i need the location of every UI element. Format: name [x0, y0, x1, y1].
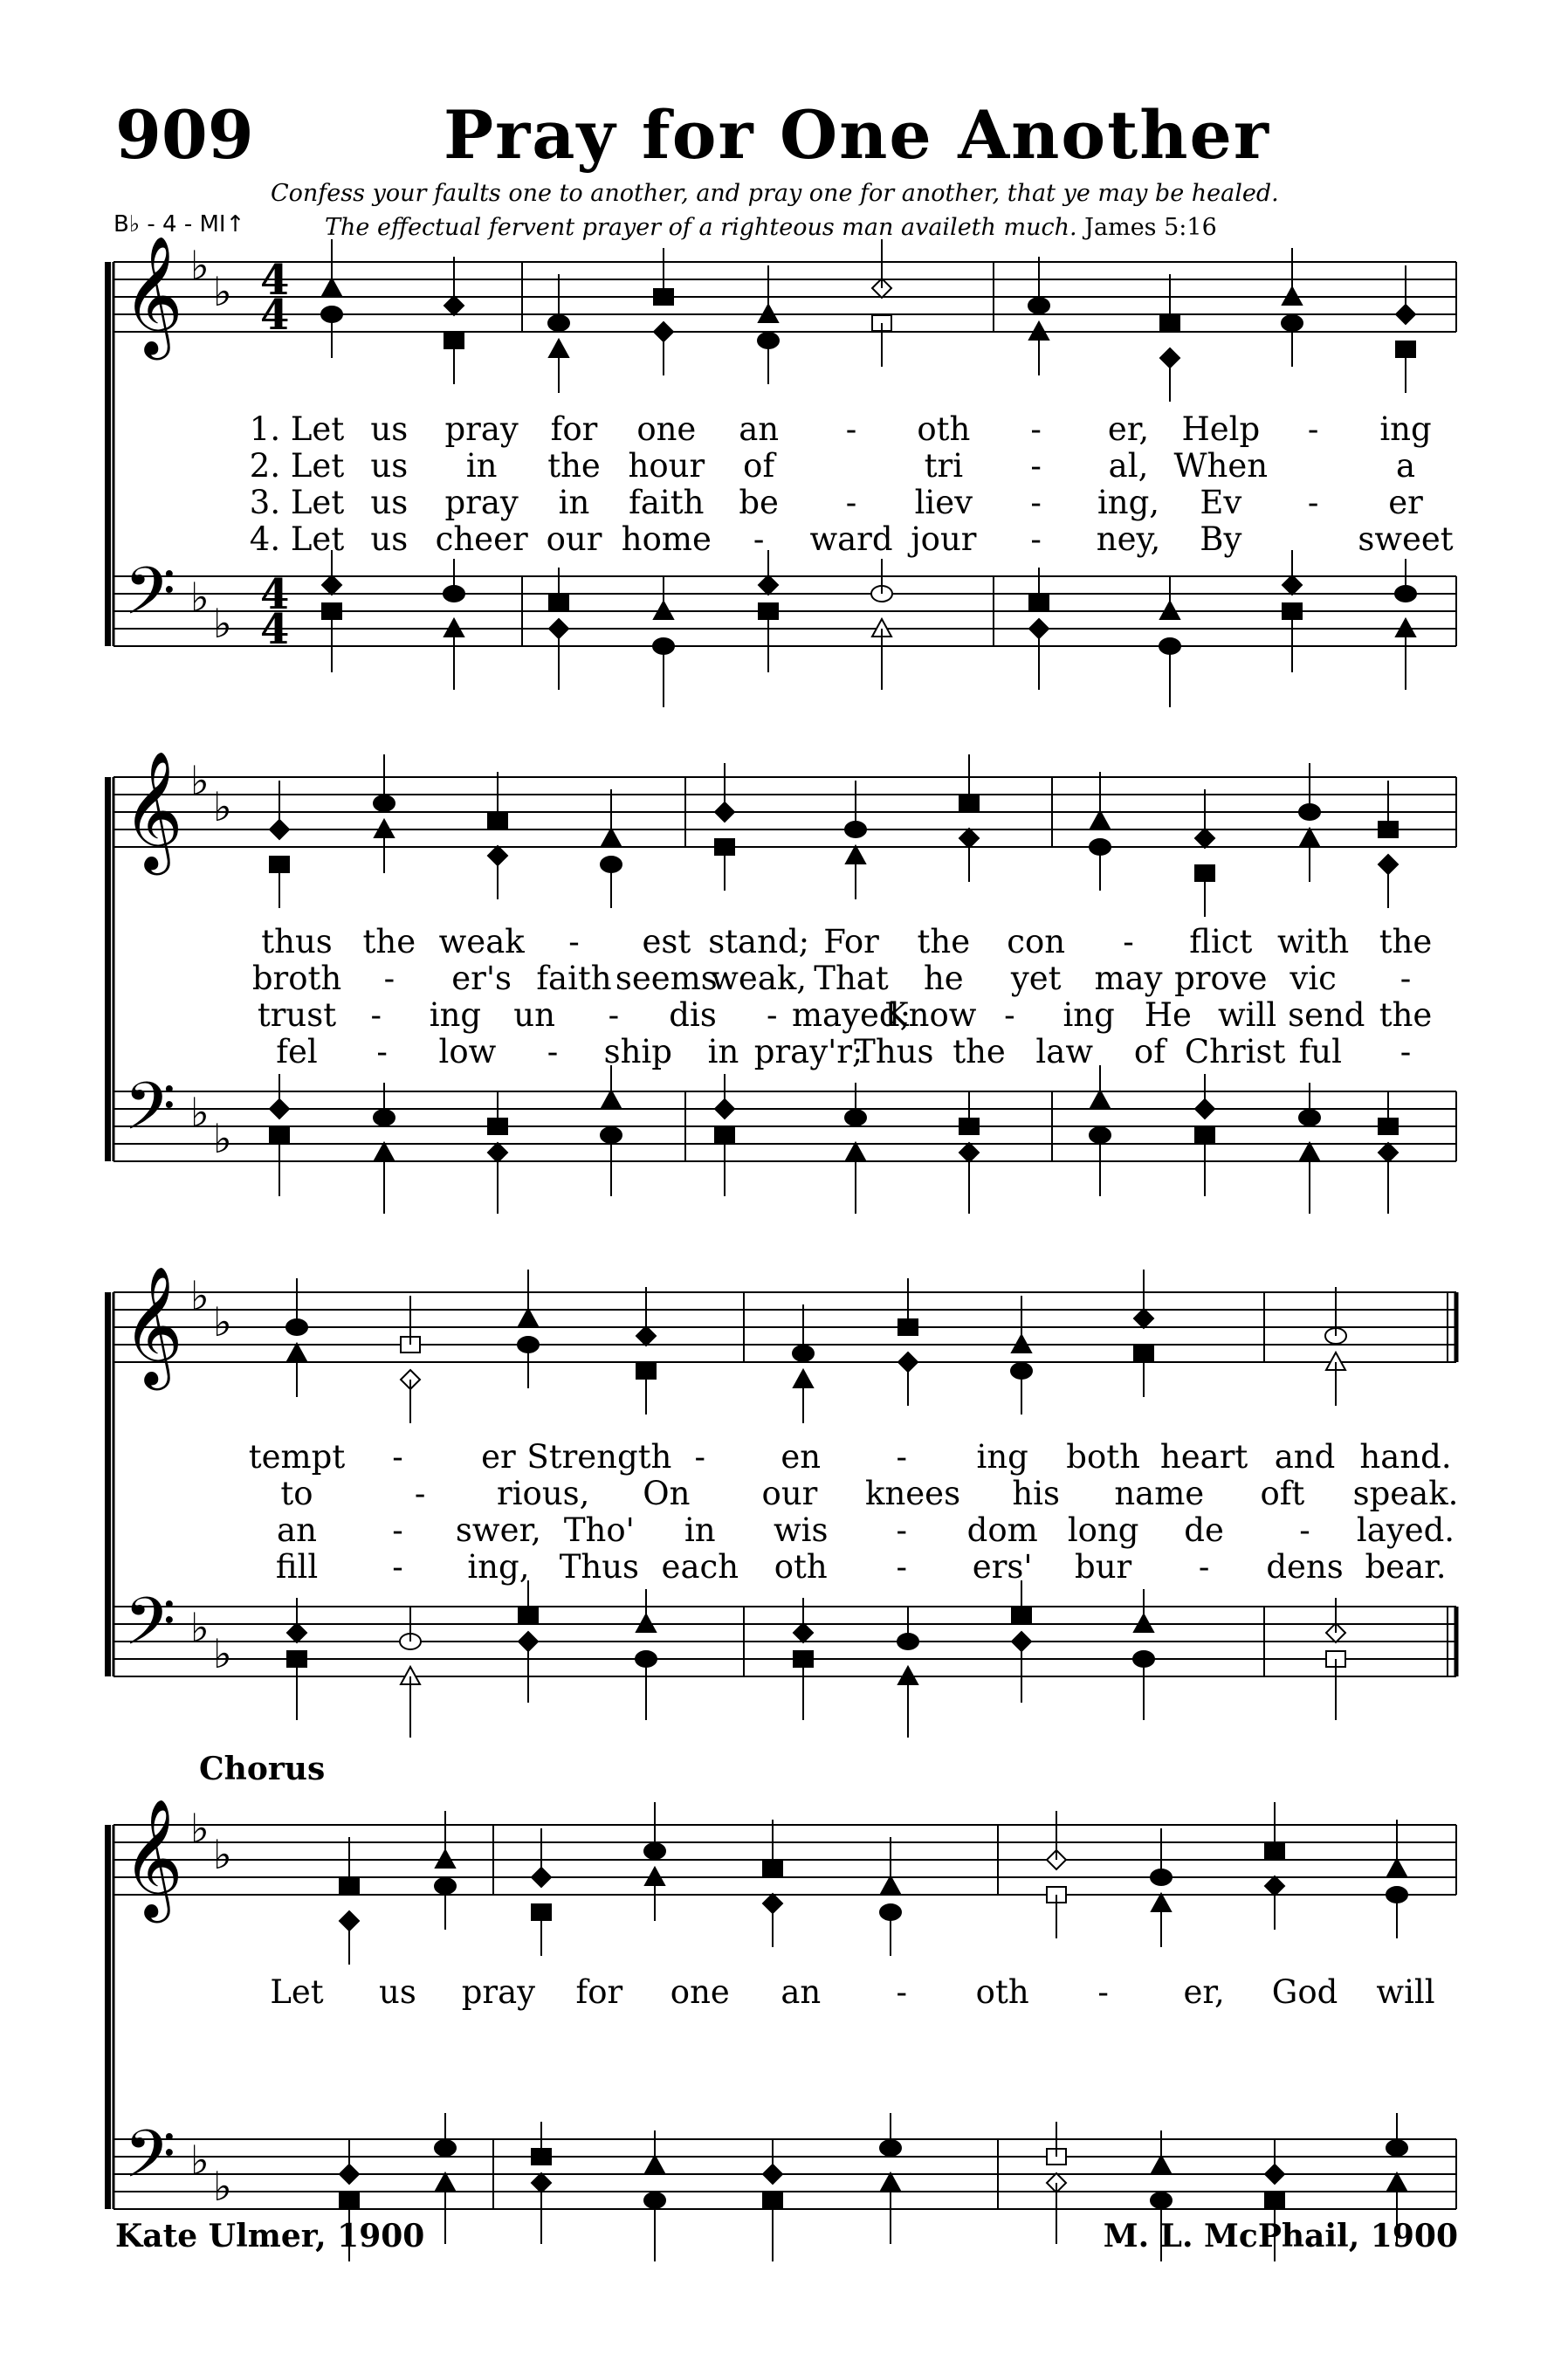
lyric-syllable: name — [1114, 1475, 1205, 1512]
treble-clef-icon: 𝄞 — [122, 1264, 183, 1385]
lyric-syllable: Thus — [854, 1033, 934, 1070]
flat-sign-icon: ♭ — [213, 1831, 232, 1878]
lyric-syllable: un — [513, 996, 555, 1034]
lyric-syllable: ful — [1298, 1033, 1342, 1070]
lyric-syllable: - — [376, 1033, 388, 1070]
lyric-syllable: weak — [438, 923, 525, 960]
lyric-syllable: - — [896, 1973, 907, 2011]
lyric-syllable: weak, — [711, 960, 808, 997]
lyric-syllable: pray — [461, 1973, 536, 2011]
lyric-syllable: tri — [924, 447, 964, 485]
lyric-syllable: er — [1388, 484, 1423, 521]
time-signature: 4 — [260, 256, 290, 305]
time-signature: 4 — [260, 605, 290, 654]
lyric-syllable: one — [636, 410, 697, 448]
lyric-syllable: heart — [1159, 1438, 1248, 1476]
lyric-syllable: wis — [774, 1511, 829, 1549]
lyric-syllable: Tho' — [563, 1511, 635, 1549]
lyric-syllable: - — [568, 923, 580, 960]
key-signature-info: B♭ - 4 - MI↑ — [113, 211, 245, 237]
lyric-syllable: mayed; — [791, 996, 911, 1034]
lyric-syllable: ship — [603, 1033, 672, 1070]
chorus-label: Chorus — [199, 1751, 326, 1787]
lyric-syllable: may — [1094, 960, 1163, 997]
lyric-syllable: oth — [975, 1973, 1029, 2011]
lyric-syllable: - — [845, 484, 857, 521]
lyric-syllable: dens — [1266, 1548, 1344, 1586]
lyric-syllable: hour — [628, 447, 705, 485]
lyric-syllable: ward — [809, 520, 893, 558]
lyric-syllable: to — [280, 1475, 313, 1512]
lyric-syllable: - — [1307, 484, 1319, 521]
lyric-syllable: both — [1066, 1438, 1140, 1476]
lyric-syllable: flict — [1189, 923, 1253, 960]
hymn-title: Pray for One Another — [444, 96, 1270, 174]
lyric-syllable: an — [781, 1973, 822, 2011]
lyric-syllable: er — [481, 1438, 516, 1476]
lyric-syllable: pray'r; — [753, 1033, 863, 1070]
lyric-syllable: bur — [1075, 1548, 1132, 1586]
lyric-syllable: - — [896, 1511, 907, 1549]
flat-sign-icon: ♭ — [190, 1805, 210, 1852]
lyric-syllable: er, — [1107, 410, 1150, 448]
lyric-syllable: his — [1012, 1475, 1060, 1512]
lyric-syllable: home — [621, 520, 712, 558]
lyric-syllable: For — [823, 923, 879, 960]
lyric-syllable: in — [558, 484, 590, 521]
lyric-syllable: in — [707, 1033, 739, 1070]
lyric-syllable: - — [547, 1033, 559, 1070]
flat-sign-icon: ♭ — [213, 1115, 232, 1162]
lyric-syllable: with — [1277, 923, 1350, 960]
lyric-syllable: That — [814, 960, 889, 997]
lyric-syllable: our — [761, 1475, 818, 1512]
lyric-syllable: us — [370, 447, 409, 485]
lyric-syllable: - — [767, 996, 778, 1034]
lyric-syllable: the — [1379, 923, 1433, 960]
lyric-syllable: Let — [270, 1973, 324, 2011]
bass-clef-icon: 𝄢 — [124, 1583, 176, 1676]
lyric-syllable: - — [896, 1438, 907, 1476]
lyric-syllable: tempt — [248, 1438, 346, 1476]
lyric-syllable: an — [277, 1511, 317, 1549]
lyric-syllable: - — [392, 1511, 403, 1549]
lyric-syllable: faith — [629, 484, 705, 521]
flat-sign-icon: ♭ — [213, 268, 232, 315]
words-credit: Kate Ulmer, 1900 — [115, 2218, 425, 2254]
lyric-syllable: yet — [1010, 960, 1062, 997]
lyric-syllable: for — [550, 410, 598, 448]
treble-clef-icon: 𝄞 — [122, 234, 183, 354]
lyric-syllable: law — [1035, 1033, 1094, 1070]
lyric-syllable: 3. Let — [249, 484, 345, 521]
lyric-syllable: oth — [774, 1548, 828, 1586]
lyric-syllable: the — [1379, 996, 1433, 1034]
flat-sign-icon: ♭ — [190, 757, 210, 804]
lyric-syllable: jour — [911, 520, 977, 558]
bass-clef-icon: 𝄢 — [124, 2116, 176, 2209]
lyric-syllable: - — [1400, 960, 1412, 997]
lyric-syllable: ney, — [1096, 520, 1161, 558]
flat-sign-icon: ♭ — [190, 1604, 210, 1651]
lyric-syllable: the — [917, 923, 971, 960]
lyric-syllable: will — [1376, 1973, 1435, 2011]
lyric-syllable: vic — [1289, 960, 1337, 997]
lyric-syllable: He — [1144, 996, 1192, 1034]
lyric-syllable: long — [1067, 1511, 1139, 1549]
lyric-syllable: ers' — [972, 1548, 1033, 1586]
lyric-syllable: dis — [669, 996, 717, 1034]
lyric-syllable: 2. Let — [249, 447, 345, 485]
lyric-syllable: faith — [536, 960, 612, 997]
lyric-syllable: broth — [251, 960, 342, 997]
lyric-syllable: of — [1133, 1033, 1166, 1070]
lyric-syllable: seems — [615, 960, 718, 997]
music-credit: M. L. McPhail, 1900 — [1103, 2218, 1458, 2254]
lyric-syllable: de — [1184, 1511, 1224, 1549]
lyric-syllable: - — [896, 1548, 907, 1586]
lyric-syllable: - — [1198, 1548, 1210, 1586]
lyric-syllable: - — [1030, 447, 1042, 485]
hymn-number: 909 — [115, 96, 254, 174]
lyric-syllable: - — [1030, 410, 1042, 448]
lyric-syllable: - — [1030, 484, 1042, 521]
lyric-syllable: he — [923, 960, 964, 997]
lyric-syllable: will — [1217, 996, 1277, 1034]
lyric-syllable: an — [739, 410, 780, 448]
flat-sign-icon: ♭ — [190, 242, 210, 289]
lyric-syllable: ing — [1063, 996, 1115, 1034]
lyric-syllable: one — [670, 1973, 730, 2011]
lyric-syllable: and — [1274, 1438, 1336, 1476]
flat-sign-icon: ♭ — [213, 783, 232, 830]
lyric-syllable: On — [643, 1475, 691, 1512]
lyric-syllable: - — [753, 520, 765, 558]
lyric-syllable: the — [952, 1033, 1006, 1070]
lyric-syllable: en — [781, 1438, 822, 1476]
lyric-syllable: - — [1299, 1511, 1310, 1549]
lyric-syllable: our — [546, 520, 602, 558]
lyric-syllable: each — [661, 1548, 739, 1586]
lyric-syllable: hand. — [1359, 1438, 1452, 1476]
lyric-syllable: Christ — [1184, 1033, 1286, 1070]
bass-clef-icon: 𝄢 — [124, 1068, 176, 1161]
lyric-syllable: Strength — [526, 1438, 672, 1476]
lyric-syllable: the — [362, 923, 416, 960]
system-brace — [105, 1825, 111, 2209]
time-signature: 4 — [260, 570, 290, 619]
lyric-syllable: us — [370, 484, 409, 521]
lyric-syllable: fill — [275, 1548, 319, 1586]
lyric-syllable: Help — [1181, 410, 1261, 448]
lyric-syllable: us — [370, 520, 409, 558]
lyric-syllable: in — [684, 1511, 716, 1549]
epigraph-reference: James 5:16 — [1084, 214, 1217, 241]
lyric-syllable: - — [1307, 410, 1319, 448]
lyric-syllable: Thus — [559, 1548, 640, 1586]
lyric-syllable: 1. Let — [249, 410, 345, 448]
lyric-syllable: low — [438, 1033, 497, 1070]
lyric-syllable: ing — [429, 996, 482, 1034]
lyric-syllable: of — [743, 447, 775, 485]
lyric-syllable: God — [1271, 1973, 1338, 2011]
lyric-syllable: the — [547, 447, 601, 485]
lyric-syllable: 4. Let — [249, 520, 345, 558]
time-signature: 4 — [260, 291, 290, 340]
flat-sign-icon: ♭ — [190, 1272, 210, 1319]
lyric-syllable: oth — [917, 410, 971, 448]
flat-sign-icon: ♭ — [190, 1089, 210, 1136]
lyric-syllable: swer, — [455, 1511, 541, 1549]
lyric-syllable: al, — [1108, 447, 1149, 485]
lyric-syllable: dom — [966, 1511, 1038, 1549]
lyric-syllable: stand; — [708, 923, 810, 960]
lyric-syllable: rious, — [497, 1475, 590, 1512]
lyric-syllable: - — [845, 410, 857, 448]
lyric-syllable: ing — [1379, 410, 1432, 448]
lyric-syllable: pray — [444, 410, 519, 448]
treble-clef-icon: 𝄞 — [122, 749, 183, 870]
lyric-syllable: Know — [884, 996, 977, 1034]
lyric-syllable: ing — [976, 1438, 1028, 1476]
lyric-syllable: - — [383, 960, 395, 997]
lyric-syllable: cheer — [435, 520, 528, 558]
lyric-syllable: er, — [1183, 1973, 1225, 2011]
lyric-syllable: - — [414, 1475, 426, 1512]
lyric-syllable: - — [1004, 996, 1015, 1034]
lyric-syllable: - — [392, 1438, 403, 1476]
lyric-syllable: pray — [444, 484, 519, 521]
lyric-syllable: - — [1123, 923, 1134, 960]
flat-sign-icon: ♭ — [190, 2137, 210, 2184]
flat-sign-icon: ♭ — [213, 1630, 232, 1677]
lyric-syllable: send — [1288, 996, 1365, 1034]
lyric-syllable: - — [392, 1548, 403, 1586]
flat-sign-icon: ♭ — [190, 574, 210, 621]
lyric-syllable: us — [370, 410, 409, 448]
lyric-syllable: - — [608, 996, 620, 1034]
lyric-syllable: speak. — [1352, 1475, 1459, 1512]
lyric-syllable: sweet — [1358, 520, 1454, 558]
lyric-syllable: Ev — [1200, 484, 1242, 521]
epigraph-text: The effectual fervent prayer of a righteous man availeth much. — [325, 214, 1077, 241]
flat-sign-icon: ♭ — [213, 1298, 232, 1346]
lyric-syllable: ing, — [1097, 484, 1160, 521]
lyric-syllable: layed. — [1356, 1511, 1455, 1549]
lyric-syllable: - — [694, 1438, 706, 1476]
lyric-syllable: By — [1200, 520, 1242, 558]
epigraph-line-1: Confess your faults one to another, and pray one for another, that ye may be healed. — [271, 180, 1279, 207]
system-brace — [105, 262, 111, 646]
system-brace — [105, 777, 111, 1161]
lyric-syllable: - — [1400, 1033, 1412, 1070]
lyric-syllable: knees — [865, 1475, 961, 1512]
flat-sign-icon: ♭ — [213, 600, 232, 647]
lyric-syllable: ing, — [467, 1548, 530, 1586]
lyric-syllable: er's — [451, 960, 512, 997]
lyric-syllable: oft — [1260, 1475, 1305, 1512]
bass-clef-icon: 𝄢 — [124, 553, 176, 646]
lyric-syllable: fel — [276, 1033, 318, 1070]
lyric-syllable: - — [1030, 520, 1042, 558]
lyric-syllable: - — [370, 996, 382, 1034]
treble-clef-icon: 𝄞 — [122, 1797, 183, 1917]
flat-sign-icon: ♭ — [213, 2163, 232, 2210]
lyric-syllable: prove — [1174, 960, 1268, 997]
lyric-syllable: be — [739, 484, 779, 521]
lyric-syllable: bear. — [1365, 1548, 1447, 1586]
lyric-syllable: thus — [261, 923, 333, 960]
lyric-syllable: liev — [914, 484, 973, 521]
lyric-syllable: con — [1007, 923, 1066, 960]
system-brace — [105, 1292, 111, 1676]
lyric-syllable: est — [642, 923, 691, 960]
lyric-syllable: When — [1173, 447, 1269, 485]
lyric-syllable: for — [575, 1973, 623, 2011]
lyric-syllable: us — [379, 1973, 416, 2011]
lyric-syllable: in — [465, 447, 498, 485]
lyric-syllable: - — [1097, 1973, 1109, 2011]
lyric-syllable: a — [1395, 447, 1416, 485]
lyric-syllable: trust — [257, 996, 337, 1034]
